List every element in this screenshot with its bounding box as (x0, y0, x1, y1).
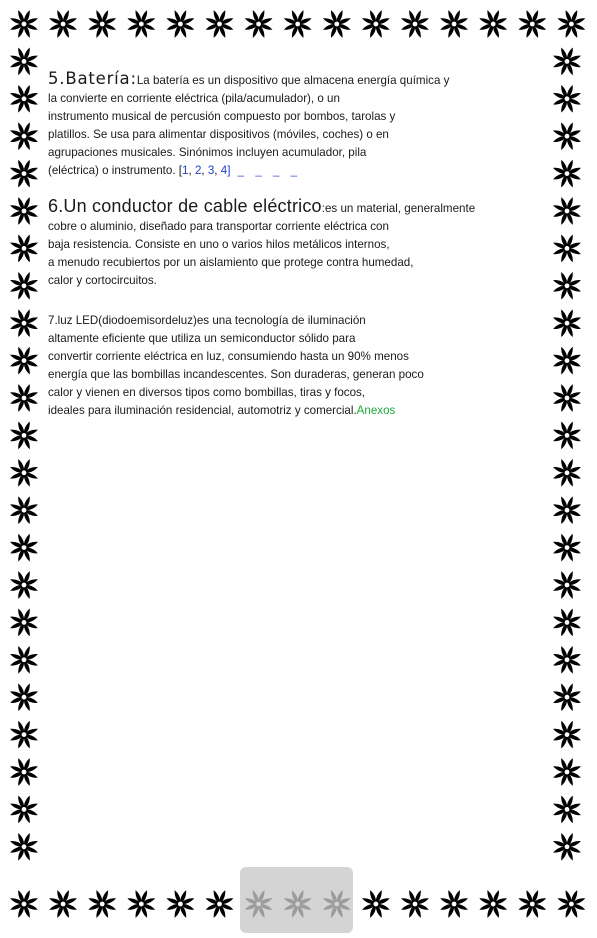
asterisk-flower-icon (552, 645, 581, 674)
asterisk-flower-icon (88, 9, 117, 38)
asterisk-flower-icon (400, 889, 429, 918)
page-navigation-overlay[interactable] (240, 867, 353, 933)
section-bateria: 5.Batería:La batería es un dispositivo que almacena energía química y la convierte en corriente eléctrica (pila/acumulador), o un instrumento musical de percusión compuesto por bombos, tarolas y platillos. Se usa para alimentar dispositivos (móviles, coches) o en agrupaciones musicales. Sinónimos incluyen acumulador, pila (eléctrica) o instrumento. [1, 2, 3, 4] _ _ _ _ (48, 70, 518, 180)
asterisk-flower-icon (552, 832, 581, 861)
asterisk-flower-icon (244, 9, 273, 38)
paragraph-line: la convierte en corriente eléctrica (pila/acumulador), o un (48, 92, 340, 105)
asterisk-flower-icon (361, 9, 390, 38)
asterisk-flower-icon (9, 122, 38, 151)
asterisk-flower-icon (127, 889, 156, 918)
asterisk-flower-icon (439, 889, 468, 918)
document-body (48, 70, 518, 420)
asterisk-flower-icon (552, 720, 581, 749)
asterisk-flower-icon (205, 9, 234, 38)
asterisk-flower-icon (552, 309, 581, 338)
paragraph-line: agrupaciones musicales. Sinónimos incluyen acumulador, pila (48, 146, 367, 159)
asterisk-flower-icon (48, 889, 77, 918)
asterisk-flower-icon (9, 795, 38, 824)
asterisk-flower-icon (127, 9, 156, 38)
paragraph-line: energía que las bombillas incandescentes. Son duraderas, generan poco (48, 368, 424, 381)
paragraph-line: platillos. Se usa para alimentar dispositivos (móviles, coches) o en (48, 128, 389, 141)
asterisk-flower-icon (552, 383, 581, 412)
paragraph-line: La batería es un dispositivo que almacena energía química y (136, 74, 450, 87)
asterisk-flower-icon (552, 496, 581, 525)
asterisk-flower-icon (479, 9, 508, 38)
asterisk-flower-icon (552, 795, 581, 824)
asterisk-flower-icon (552, 84, 581, 113)
paragraph-line: a menudo recubiertos por un aislamiento que protege contra humedad, (48, 256, 414, 269)
asterisk-flower-icon (9, 9, 38, 38)
asterisk-flower-icon (557, 889, 586, 918)
asterisk-flower-icon (361, 889, 390, 918)
paragraph-line: calor y vienen en diversos tipos como bombillas, tiras y focos, (48, 386, 366, 399)
asterisk-flower-icon (552, 196, 581, 225)
paragraph-line: ideales para iluminación residencial, automotriz y comercial. (48, 404, 357, 417)
asterisk-flower-icon (518, 889, 547, 918)
asterisk-flower-icon (9, 645, 38, 674)
asterisk-flower-icon (9, 458, 38, 487)
asterisk-flower-icon (9, 421, 38, 450)
asterisk-flower-icon (9, 196, 38, 225)
asterisk-flower-icon (552, 608, 581, 637)
paragraph-line: cobre o aluminio, diseñado para transportar corriente eléctrica con (48, 220, 389, 233)
asterisk-flower-icon (552, 421, 581, 450)
asterisk-flower-icon (552, 346, 581, 375)
asterisk-flower-icon (9, 309, 38, 338)
asterisk-flower-icon (439, 9, 468, 38)
anexos-link[interactable]: Anexos (356, 404, 396, 417)
asterisk-flower-icon (552, 570, 581, 599)
paragraph-line: baja resistencia. Consiste en uno o varios hilos metálicos internos, (48, 238, 390, 251)
asterisk-flower-icon (552, 271, 581, 300)
asterisk-flower-icon (9, 720, 38, 749)
paragraph-line: (eléctrica) o instrumento. [ (48, 164, 183, 177)
asterisk-flower-icon (552, 757, 581, 786)
asterisk-flower-icon (9, 383, 38, 412)
asterisk-flower-icon (9, 159, 38, 188)
paragraph-line: calor y cortocircuitos. (48, 274, 157, 287)
section-conductor (48, 197, 518, 290)
asterisk-flower-icon (9, 832, 38, 861)
asterisk-flower-icon (48, 9, 77, 38)
reference-close-bracket: ] (227, 164, 231, 177)
asterisk-flower-icon (322, 9, 351, 38)
reference-link-2[interactable]: 2 (194, 164, 202, 177)
asterisk-flower-icon (166, 9, 195, 38)
section-heading-bateria: 5.Batería: (48, 69, 137, 88)
reference-link-4[interactable]: 4 (220, 164, 228, 177)
asterisk-flower-icon (166, 889, 195, 918)
paragraph-line: 7.luz LED(diodoemisordeluz)es una tecnología de iluminación (48, 314, 366, 327)
asterisk-flower-icon (552, 533, 581, 562)
asterisk-flower-icon (9, 889, 38, 918)
section-led (48, 312, 518, 420)
asterisk-flower-icon (552, 683, 581, 712)
asterisk-flower-icon (9, 346, 38, 375)
asterisk-flower-icon (552, 458, 581, 487)
asterisk-flower-icon (552, 47, 581, 76)
asterisk-flower-icon (552, 159, 581, 188)
asterisk-flower-icon (9, 533, 38, 562)
link-dashes-decoration: _ _ _ _ (230, 164, 302, 177)
asterisk-flower-icon (518, 9, 547, 38)
asterisk-flower-icon (400, 9, 429, 38)
asterisk-flower-icon (9, 683, 38, 712)
asterisk-flower-icon (479, 889, 508, 918)
asterisk-flower-icon (9, 570, 38, 599)
asterisk-flower-icon (552, 122, 581, 151)
section-heading-conductor: 6.Un conductor de cable eléctrico (48, 196, 322, 216)
asterisk-flower-icon (9, 84, 38, 113)
asterisk-flower-icon (9, 608, 38, 637)
paragraph-line: :es un material, generalmente (321, 202, 476, 215)
asterisk-flower-icon (9, 271, 38, 300)
paragraph-line: convertir corriente eléctrica en luz, consumiendo hasta un 90% menos (48, 350, 409, 363)
paragraph-line: altamente eficiente que utiliza un semiconductor sólido para (48, 332, 356, 345)
asterisk-flower-icon (9, 757, 38, 786)
reference-link-1[interactable]: 1 (182, 164, 189, 177)
asterisk-flower-icon (88, 889, 117, 918)
reference-link-3[interactable]: 3 (207, 164, 215, 177)
asterisk-flower-icon (283, 9, 312, 38)
asterisk-flower-icon (9, 496, 38, 525)
paragraph-line: instrumento musical de percusión compuesto por bombos, tarolas y (48, 110, 396, 123)
asterisk-flower-icon (205, 889, 234, 918)
asterisk-flower-icon (557, 9, 586, 38)
asterisk-flower-icon (9, 234, 38, 263)
asterisk-flower-icon (9, 47, 38, 76)
asterisk-flower-icon (552, 234, 581, 263)
